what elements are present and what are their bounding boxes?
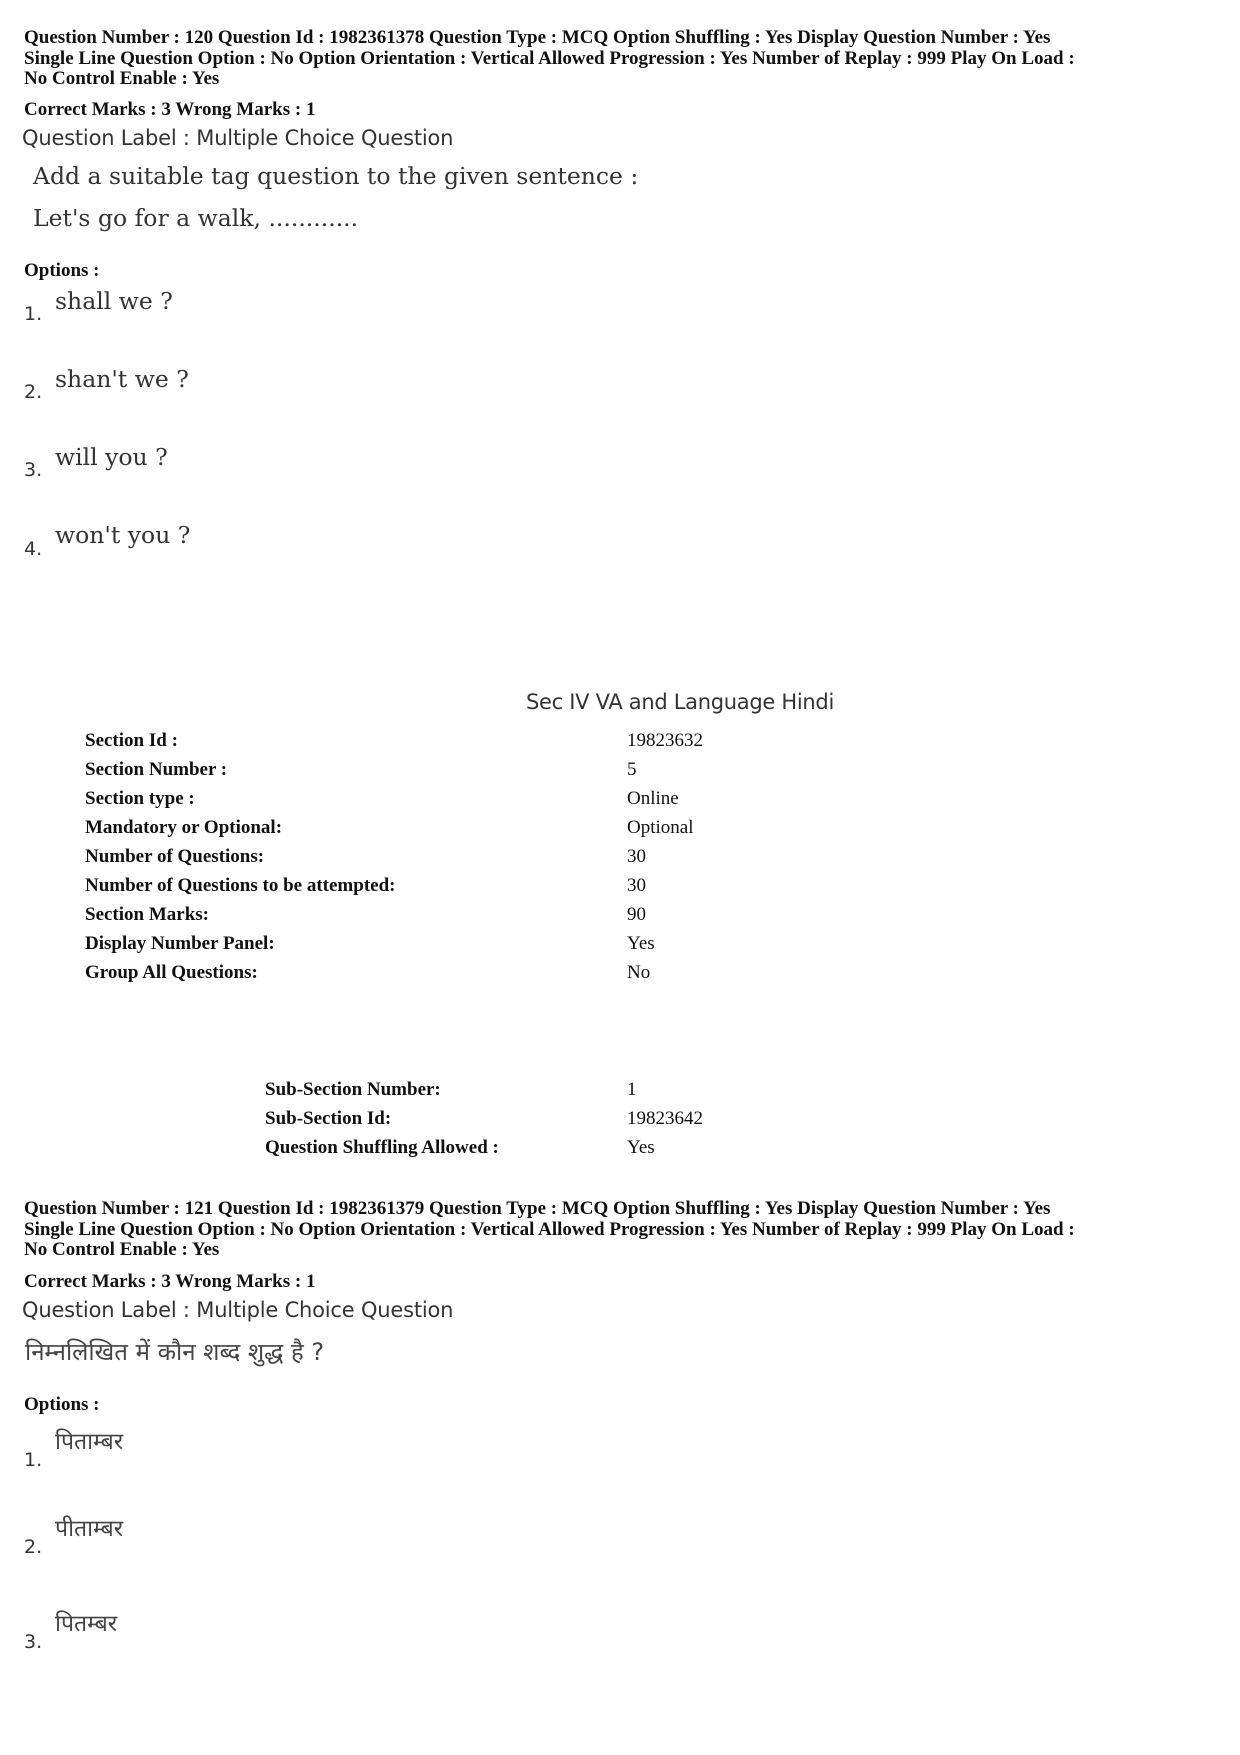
subsection-info-value: 1 [627, 1079, 637, 1100]
section-info-key: Group All Questions: [85, 962, 258, 983]
section-info-value: 30 [627, 846, 646, 867]
option-text: won't you ? [55, 521, 191, 549]
section-info-key: Section Id : [85, 730, 178, 751]
meta-line: No Control Enable : Yes [24, 1239, 220, 1260]
meta-line: Single Line Question Option : No Option Orientation : Vertical Allowed Progression : Yes Number of Replay : 999 Play On Load : [24, 47, 1075, 69]
option-number: 1. [24, 303, 43, 325]
section-info-key: Section Marks: [85, 904, 210, 925]
option-text: पितम्बर [55, 1611, 118, 1637]
question-120-options-heading: Options : [24, 260, 100, 281]
subsection-info-key: Sub-Section Number: [265, 1079, 441, 1100]
option-number: 2. [24, 381, 43, 403]
option-text: पिताम्बर [55, 1429, 124, 1455]
meta-line: Question Number : 120 Question Id : 1982361378 Question Type : MCQ Option Shuffling : Yes Display Question Number : Yes [24, 27, 1051, 48]
question-121-options-heading: Options : [24, 1394, 100, 1415]
question-120-label: Question Label : Multiple Choice Question [22, 126, 454, 150]
section-info-key: Number of Questions: [85, 846, 265, 867]
subsection-info-key: Question Shuffling Allowed : [265, 1137, 499, 1158]
question-121-text: निम्नलिखित में कौन शब्द शुद्ध है ? [25, 1338, 325, 1366]
option-text: will you ? [55, 443, 168, 471]
option-text: shan't we ? [55, 365, 189, 393]
section-info-value: 90 [627, 904, 646, 925]
option-number: 2. [24, 1536, 43, 1558]
option-text: पीताम्बर [55, 1516, 124, 1542]
meta-line: No Control Enable : Yes [24, 68, 220, 89]
option-text: shall we ? [55, 287, 173, 315]
section-info-value: Yes [627, 933, 655, 954]
question-121-metadata [24, 1199, 1220, 1261]
section-info-value: 30 [627, 875, 646, 896]
option-number: 4. [24, 538, 43, 560]
option-number: 1. [24, 1449, 43, 1471]
meta-line: Single Line Question Option : No Option Orientation : Vertical Allowed Progression : Yes Number of Replay : 999 Play On Load : [24, 1218, 1075, 1240]
section-info-key: Number of Questions to be attempted: [85, 875, 396, 896]
question-120-text-line1: Add a suitable tag question to the given sentence : [33, 162, 639, 190]
question-121-marks: Correct Marks : 3 Wrong Marks : 1 [24, 1271, 316, 1292]
section-info-key: Display Number Panel: [85, 933, 275, 954]
section-info-key: Mandatory or Optional: [85, 817, 283, 838]
question-120-text-line2: Let's go for a walk, ............ [33, 204, 359, 232]
subsection-info-value: Yes [627, 1137, 655, 1158]
question-120-metadata [24, 28, 1220, 90]
section-info-value: No [627, 962, 651, 983]
section-title: Sec IV VA and Language Hindi [526, 690, 834, 714]
question-121-label: Question Label : Multiple Choice Question [22, 1298, 454, 1322]
section-info-key: Section Number : [85, 759, 228, 780]
option-number: 3. [24, 459, 43, 481]
question-120-marks: Correct Marks : 3 Wrong Marks : 1 [24, 99, 316, 120]
section-info-value: Optional [627, 817, 694, 838]
meta-line: Question Number : 121 Question Id : 1982361379 Question Type : MCQ Option Shuffling : Yes Display Question Number : Yes [24, 1198, 1051, 1219]
subsection-info-key: Sub-Section Id: [265, 1108, 392, 1129]
subsection-info-value: 19823642 [627, 1108, 703, 1129]
section-info-value: 19823632 [627, 730, 703, 751]
option-number: 3. [24, 1631, 43, 1653]
section-info-key: Section type : [85, 788, 195, 809]
section-info-value: Online [627, 788, 679, 809]
section-info-value: 5 [627, 759, 637, 780]
